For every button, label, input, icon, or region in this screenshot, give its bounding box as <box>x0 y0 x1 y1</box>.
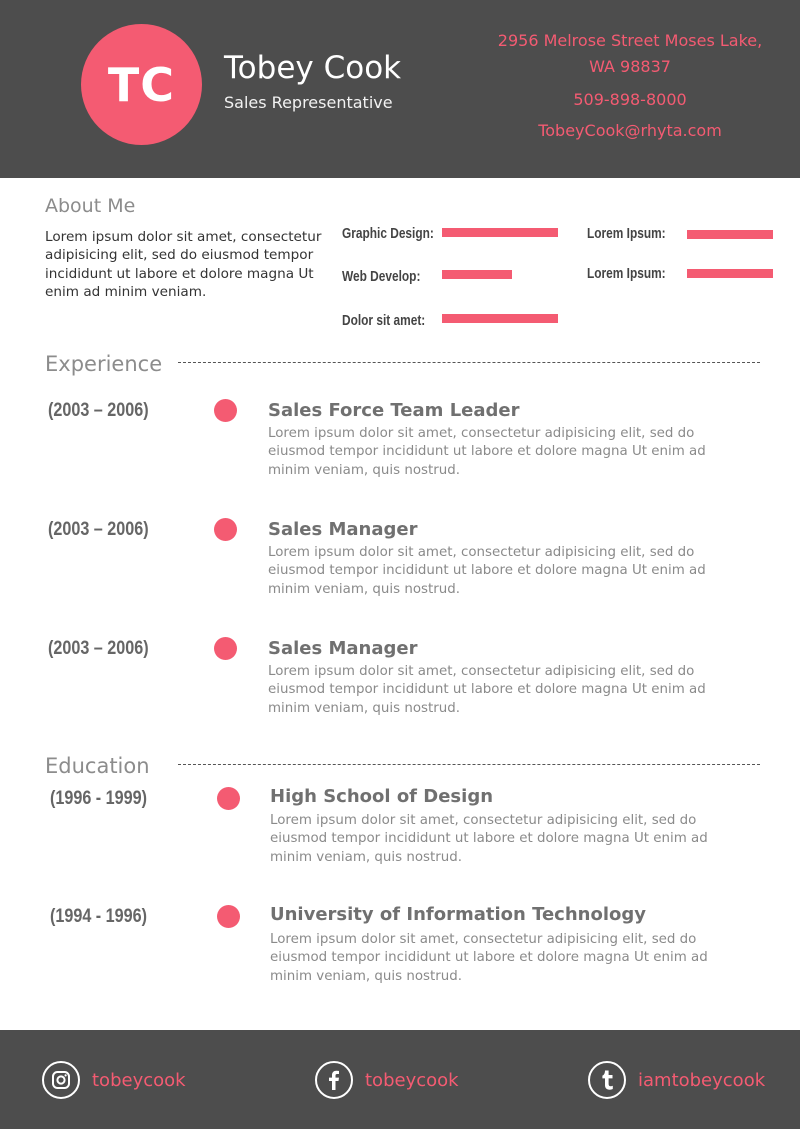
experience-date: (2003 – 2006) <box>48 638 149 659</box>
skill-bar <box>687 230 773 239</box>
timeline-dot <box>214 637 237 660</box>
experience-date: (2003 – 2006) <box>48 400 149 421</box>
about-text: Lorem ipsum dolor sit amet, consectetur adipisicing elit, sed do eiusmod tempor incididunt ut labore et dolore magna Ut enim ad minim veniam. <box>45 229 322 300</box>
education-desc: Lorem ipsum dolor sit amet, consectetur adipisicing elit, sed do eiusmod tempor incididunt ut labore et dolore magna Ut enim ad minim veniam, quis nostrud. <box>270 932 708 984</box>
skill-bar <box>687 269 773 278</box>
education-date: (1994 - 1996) <box>50 906 147 927</box>
social-instagram[interactable] <box>42 1060 186 1100</box>
person-name: Tobey Cook <box>224 50 402 86</box>
education-divider <box>178 764 760 765</box>
experience-desc: Lorem ipsum dolor sit amet, consectetur adipisicing elit, sed do eiusmod tempor incididunt ut labore et dolore magna Ut enim ad minim veniam, quis nostrud. <box>268 664 706 716</box>
timeline-dot <box>214 518 237 541</box>
experience-title-3: Sales Manager <box>268 638 418 659</box>
tumblr-icon[interactable] <box>588 1061 626 1099</box>
experience-title-1: Sales Force Team Leader <box>268 400 520 421</box>
education-title-2: University of Information Technology <box>270 904 646 925</box>
tumblr-handle[interactable]: iamtobeycook <box>638 1069 766 1091</box>
email-address[interactable]: TobeyCook@rhyta.com <box>538 121 722 140</box>
avatar-initials: TC <box>81 24 202 145</box>
experience-desc: Lorem ipsum dolor sit amet, consectetur adipisicing elit, sed do eiusmod tempor incididunt ut labore et dolore magna Ut enim ad minim veniam, quis nostrud. <box>268 545 706 597</box>
timeline-dot <box>214 399 237 422</box>
address-line-2: WA 98837 <box>589 57 671 76</box>
instagram-handle[interactable]: tobeycook <box>92 1069 186 1091</box>
skill-label: Graphic Design: <box>342 226 434 242</box>
experience-desc: Lorem ipsum dolor sit amet, consectetur adipisicing elit, sed do eiusmod tempor incididunt ut labore et dolore magna Ut enim ad minim veniam, quis nostrud. <box>268 426 706 478</box>
phone-number: 509-898-8000 <box>573 90 687 109</box>
skill-bar <box>442 228 558 237</box>
about-title: About Me <box>45 195 136 217</box>
experience-date: (2003 – 2006) <box>48 519 149 540</box>
education-desc: Lorem ipsum dolor sit amet, consectetur adipisicing elit, sed do eiusmod tempor incididunt ut labore et dolore magna Ut enim ad minim veniam, quis nostrud. <box>270 813 708 865</box>
skill-label: Lorem Ipsum: <box>587 226 666 242</box>
experience-divider <box>178 362 760 363</box>
social-facebook[interactable] <box>315 1060 459 1100</box>
person-role: Sales Representative <box>224 93 393 112</box>
address-line-1: 2956 Melrose Street Moses Lake, <box>497 31 763 50</box>
skill-label: Dolor sit amet: <box>342 313 426 329</box>
experience-title: Experience <box>45 352 163 376</box>
skill-label: Lorem Ipsum: <box>587 266 666 282</box>
education-title-1: High School of Design <box>270 786 494 807</box>
skill-bar <box>442 270 512 279</box>
facebook-icon[interactable] <box>315 1061 353 1099</box>
education-date: (1996 - 1999) <box>50 788 147 809</box>
timeline-dot <box>217 787 240 810</box>
timeline-dot <box>217 905 240 928</box>
experience-title-2: Sales Manager <box>268 519 418 540</box>
skill-bar <box>442 314 558 323</box>
skill-label: Web Develop: <box>342 269 421 285</box>
instagram-icon[interactable] <box>42 1061 80 1099</box>
education-title: Education <box>45 754 150 778</box>
facebook-handle[interactable]: tobeycook <box>365 1069 459 1091</box>
social-tumblr[interactable] <box>588 1060 765 1100</box>
